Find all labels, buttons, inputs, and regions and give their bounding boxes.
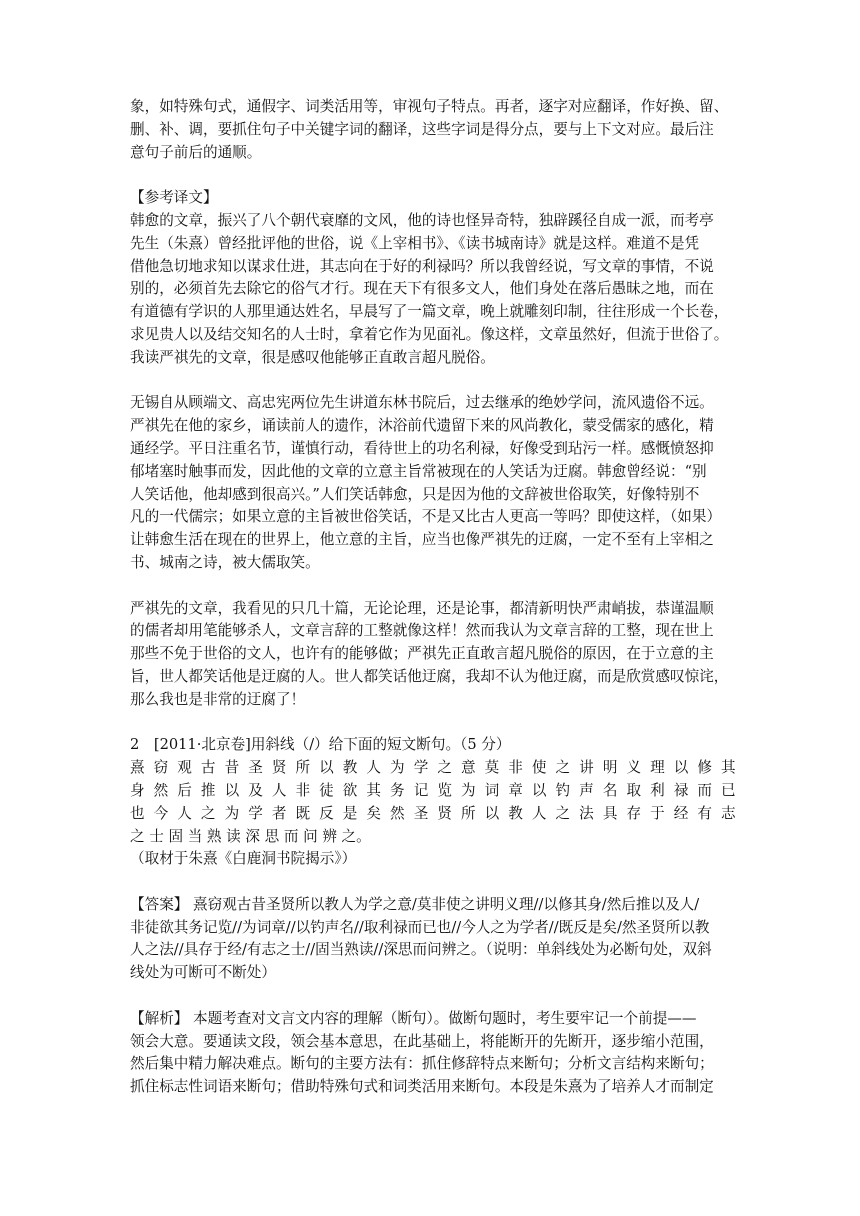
passage-char: 存 xyxy=(626,804,642,822)
text-line: 【答案】 熹窃观古昔圣贤所以教人为学之意/莫非使之讲明义理//以修其身/然后推以及人/ xyxy=(130,895,700,913)
passage-char: 人 xyxy=(177,804,192,822)
passage-char: 矣 xyxy=(366,804,382,822)
passage-char: 所 xyxy=(295,759,311,777)
passage-char: 也 xyxy=(130,804,145,822)
passage-char: 人 xyxy=(366,759,382,777)
text-line: 无锡自从顾端文、高忠宪两位先生讲道东林书院后，过去继承的绝妙学问，流风遗俗不远。 xyxy=(130,394,714,412)
passage-char: 人 xyxy=(531,804,547,822)
text-line: 书、城南之诗，被大儒取笑。 xyxy=(130,553,320,571)
passage-char: 非 xyxy=(508,759,523,777)
text-line: 【解析】 本题考查对文言文内容的理解（断句）。做断句题时，考生要牢记一个前提—— xyxy=(130,1009,697,1027)
text-line: 别的，必须首先去除它的俗气才行。现在天下有很多文人，他们身处在落后愚昧之地，而在 xyxy=(130,280,714,298)
passage-char: 及 xyxy=(248,781,263,799)
passage-char: 以 xyxy=(319,759,334,777)
text-line: 抓住标志性词语来断句；借助特殊句式和词类活用来断句。本段是朱熹为了培养人才而制定 xyxy=(130,1078,714,1096)
passage-char: 声 xyxy=(579,781,594,799)
passage-row xyxy=(130,780,736,803)
passage-char: 莫 xyxy=(484,759,500,777)
passage-char: 后 xyxy=(177,781,192,799)
passage-char: 古 xyxy=(200,759,216,777)
passage-char: 取 xyxy=(626,781,642,799)
text-line: 严祺先的文章，我看见的只几十篇，无论论理，还是论事，都清新明快严肃峭拔，恭谨温顺 xyxy=(130,599,714,617)
text-line: 象，如特殊句式，通假字、词类活用等，审视句子特点。再者，逐字对应翻译，作好换、留、 xyxy=(130,98,729,115)
passage-char: 钓 xyxy=(555,781,571,799)
passage-char: 圣 xyxy=(413,804,429,822)
passage-char: 已 xyxy=(721,781,736,799)
text-line: 旨，世人都笑话他是迂腐的人。世人都笑话他迂腐，我却不认为他迂腐，而是欣赏感叹惊诧， xyxy=(130,667,729,685)
passage-char: 者 xyxy=(271,804,287,822)
passage-char: 意 xyxy=(460,759,476,777)
passage-char: 既 xyxy=(295,804,311,822)
passage-char: 欲 xyxy=(342,781,358,799)
text-line: 让韩愈生活在现在的世界上，他立意的主旨，应当也像严祺先的迂腐，一定不至有上宰相之 xyxy=(130,531,714,549)
passage-char: 贤 xyxy=(271,759,287,777)
intro-paragraph xyxy=(130,96,736,164)
passage-char: 章 xyxy=(508,781,523,799)
text-line: 非徒欲其务记览//为词章//以钓声名//取利禄而已也//今人之为学者//既反是矣/然圣贤所以教 xyxy=(130,918,710,936)
passage-char: 讲 xyxy=(579,759,594,777)
passage-char: 昔 xyxy=(224,759,240,777)
passage-char: 以 xyxy=(224,781,240,799)
passage-char: 利 xyxy=(650,781,665,799)
text-line: 通经学。平日注重名节，谨慎行动，看待世上的功名利禄，好像受到玷污一样。感慨愤怒抑 xyxy=(130,439,714,457)
passage-char: 今 xyxy=(153,804,169,822)
passage-char: 学 xyxy=(248,804,263,822)
passage-char: 然 xyxy=(390,804,405,822)
passage-char: 其 xyxy=(721,759,736,777)
passage-char: 经 xyxy=(673,804,689,822)
text-line: 借他急切地求知以谋求仕进，其志向在于好的利禄吗？所以我曾经说，写文章的事情，不说 xyxy=(130,257,714,275)
passage-char: 使 xyxy=(531,759,547,777)
passage-char: 之 xyxy=(555,759,571,777)
passage-char: 志 xyxy=(721,804,736,822)
text-line: 的儒者却用笔能够杀人，文章言辞的工整就像这样！然而我认为文章言辞的工整，现在世上 xyxy=(130,622,714,640)
passage-char: 窃 xyxy=(153,759,169,777)
passage-char: 身 xyxy=(130,781,145,799)
passage-row xyxy=(130,757,736,780)
translation-paragraph-1 xyxy=(130,210,736,370)
passage-char: 以 xyxy=(673,759,689,777)
passage-char: 人 xyxy=(271,781,287,799)
answer-paragraph xyxy=(130,894,736,985)
passage-char: 熹 xyxy=(130,759,145,777)
passage-char: 记 xyxy=(413,781,429,799)
question-2-last-row: 之 士 固 当 熟 读 深 思 而 问 辨 之。 xyxy=(130,827,371,845)
passage-char: 推 xyxy=(200,781,216,799)
text-line: 凡的一代儒宗；如果立意的主旨被世俗笑话，不是又比古人更高一等吗？即使这样，（如果） xyxy=(130,508,722,526)
text-line: 然后集中精力解决难点。断句的主要方法有：抓住修辞特点来断句；分析文言结构来断句； xyxy=(130,1055,714,1073)
passage-char: 是 xyxy=(342,804,358,822)
passage-char: 学 xyxy=(413,759,429,777)
passage-char: 禄 xyxy=(673,781,689,799)
question-2-heading: 2 [2011·北京卷]用斜线（/）给下面的短文断句。（5 分） xyxy=(130,736,511,754)
passage-char: 教 xyxy=(342,759,358,777)
passage-char: 名 xyxy=(602,781,618,799)
passage-char: 修 xyxy=(697,759,712,777)
passage-char: 徒 xyxy=(319,781,334,799)
text-line: 严祺先在他的家乡，诵读前人的遗作，沐浴前代遗留下来的风尚教化，蒙受儒家的感化，精 xyxy=(130,417,714,435)
text-line: 线处为可断可不断处） xyxy=(130,964,276,982)
passage-char: 以 xyxy=(484,804,500,822)
passage-char: 为 xyxy=(224,804,240,822)
passage-char: 非 xyxy=(295,781,311,799)
passage-row xyxy=(130,803,736,826)
passage-char: 反 xyxy=(319,804,334,822)
text-line: 郁堵塞时触事而发，因此他的文章的立意主旨常被现在的人笑话为迂腐。韩愈曾经说：“别 xyxy=(130,462,707,480)
passage-char: 观 xyxy=(177,759,192,777)
analysis-paragraph xyxy=(130,1008,736,1099)
passage-char: 义 xyxy=(626,759,642,777)
passage-char: 而 xyxy=(697,781,712,799)
passage-char: 览 xyxy=(437,781,452,799)
text-line: 求见贵人以及结交知名的人士时，拿着它作为见面礼。像这样，文章虽然好，但流于世俗了。 xyxy=(130,325,729,343)
passage-char: 理 xyxy=(650,759,665,777)
passage-char: 法 xyxy=(579,804,594,822)
text-line: 删、补、调，要抓住句子中关键字词的翻译，这些字词是得分点，要与上下文对应。最后注 xyxy=(130,120,714,138)
translation-paragraph-2 xyxy=(130,392,736,574)
document-body xyxy=(130,96,736,1099)
passage-char: 明 xyxy=(602,759,618,777)
passage-char: 之 xyxy=(200,804,216,822)
passage-char: 为 xyxy=(460,781,476,799)
question-2-source: （取材于朱熹《白鹿洞书院揭示》） xyxy=(130,850,357,868)
translation-heading: 【参考译文】 xyxy=(130,189,218,207)
passage-char: 有 xyxy=(697,804,712,822)
passage-char: 务 xyxy=(390,781,405,799)
text-line: 韩愈的文章，振兴了八个朝代衰靡的文风，他的诗也怪异奇特，独辟蹊径自成一派，而考亭 xyxy=(130,211,714,229)
passage-char: 教 xyxy=(508,804,523,822)
passage-char: 为 xyxy=(390,759,405,777)
passage-char: 以 xyxy=(531,781,547,799)
passage-char: 之 xyxy=(555,804,571,822)
text-line: 我读严祺先的文章，很是感叹他能够正直敢言超凡脱俗。 xyxy=(130,348,495,366)
text-line: 人笑话他，他却感到很高兴。”人们笑话韩愈，只是因为他的文辞被世俗取笑，好像特别不 xyxy=(130,485,700,503)
text-line: 意句子前后的通顺。 xyxy=(130,143,262,161)
question-2-passage xyxy=(130,757,736,825)
translation-paragraph-3 xyxy=(130,598,736,712)
text-line: 那些不免于世俗的文人，也许有的能够做；严祺先正直敢言超凡脱俗的原因，在于立意的主 xyxy=(130,645,714,663)
text-line: 那么我也是非常的迂腐了！ xyxy=(130,690,306,708)
passage-char: 然 xyxy=(153,781,169,799)
passage-char: 之 xyxy=(437,759,452,777)
text-line: 先生（朱熹）曾经批评他的世俗，说《上宰相书》、《读书城南诗》就是这样。难道不是凭 xyxy=(130,234,700,252)
text-line: 有道德有学识的人那里通达姓名，早晨写了一篇文章，晚上就雕刻印制，往往形成一个长卷， xyxy=(130,303,729,321)
passage-char: 具 xyxy=(602,804,618,822)
text-line: 领会大意。要通读文段，领会基本意思，在此基础上，将能断开的先断开，逐步缩小范围， xyxy=(130,1032,714,1050)
text-line: 人之法//具存于经/有志之士//固当熟读//深思而问辨之。（说明：单斜线处为必断句处，双斜 xyxy=(130,941,712,959)
passage-char: 其 xyxy=(366,781,382,799)
passage-char: 所 xyxy=(460,804,476,822)
passage-char: 词 xyxy=(484,781,500,799)
passage-char: 圣 xyxy=(248,759,263,777)
passage-char: 于 xyxy=(650,804,665,822)
passage-char: 贤 xyxy=(437,804,452,822)
